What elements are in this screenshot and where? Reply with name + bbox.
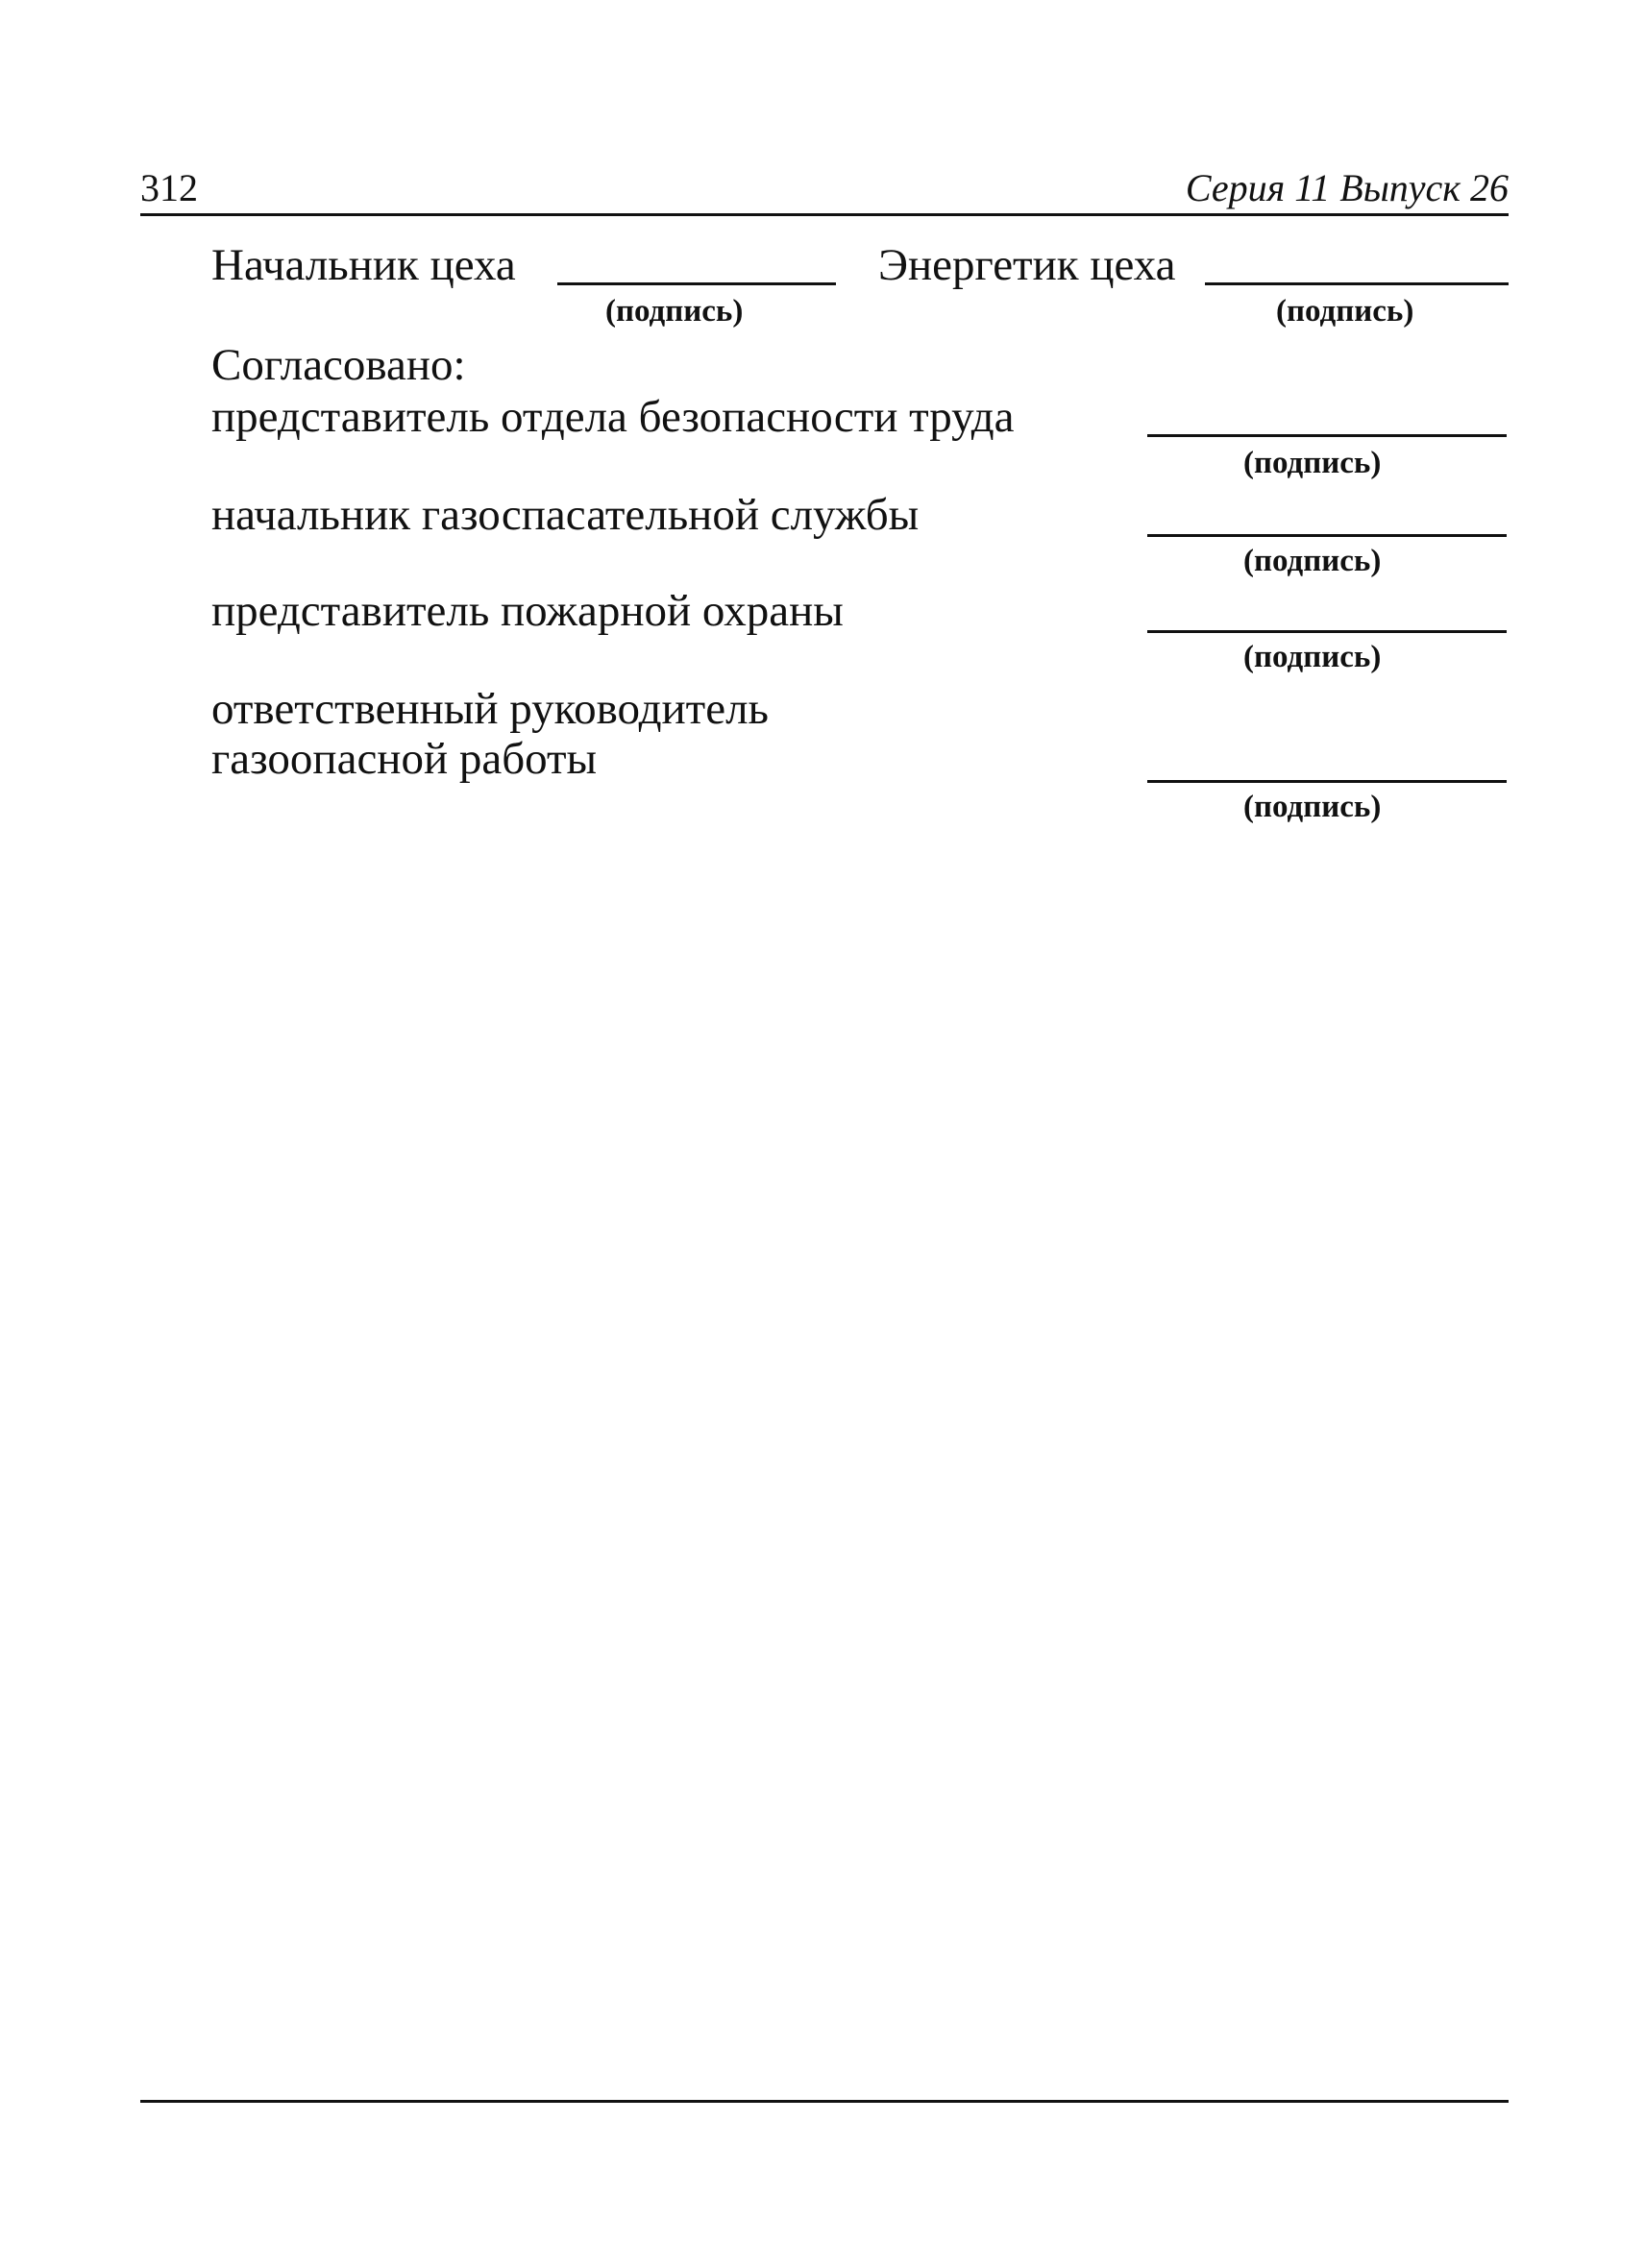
agreed-item-manager-label-line1: ответственный руководитель [211, 684, 769, 734]
header-rule [140, 213, 1509, 216]
agreed-item-safety-label: представитель отдела безопасности труда [211, 392, 1015, 442]
agreed-item-manager-caption: (подпись) [1243, 790, 1382, 824]
agreed-title: Согласовано: [211, 340, 466, 390]
agreed-item-fire-label: представитель пожарной охраны [211, 586, 844, 636]
agreed-item-safety-caption: (подпись) [1243, 446, 1382, 480]
shop-head-signature-caption: (подпись) [605, 294, 744, 329]
shop-head-signature-line [557, 282, 836, 285]
agreed-item-manager-signature-line [1147, 780, 1507, 783]
series-info: Серия 11 Выпуск 26 [1185, 166, 1509, 209]
agreed-item-gas-rescue-label: начальник газоспасательной службы [211, 490, 920, 540]
page-header [140, 161, 1509, 221]
shop-energy-label: Энергетик цеха [878, 240, 1176, 290]
footer-rule [140, 2100, 1509, 2103]
agreed-item-gas-rescue-signature-line [1147, 534, 1507, 537]
page-number: 312 [140, 166, 198, 209]
shop-energy-signature-line [1205, 282, 1509, 285]
agreed-item-fire-signature-line [1147, 630, 1507, 633]
shop-energy-signature-caption: (подпись) [1276, 294, 1414, 329]
agreed-item-fire-caption: (подпись) [1243, 640, 1382, 674]
shop-head-label: Начальник цеха [211, 240, 516, 290]
agreed-item-manager-label-line2: газоопасной работы [211, 734, 598, 784]
agreed-item-gas-rescue-caption: (подпись) [1243, 544, 1382, 578]
agreed-item-safety-signature-line [1147, 434, 1507, 437]
